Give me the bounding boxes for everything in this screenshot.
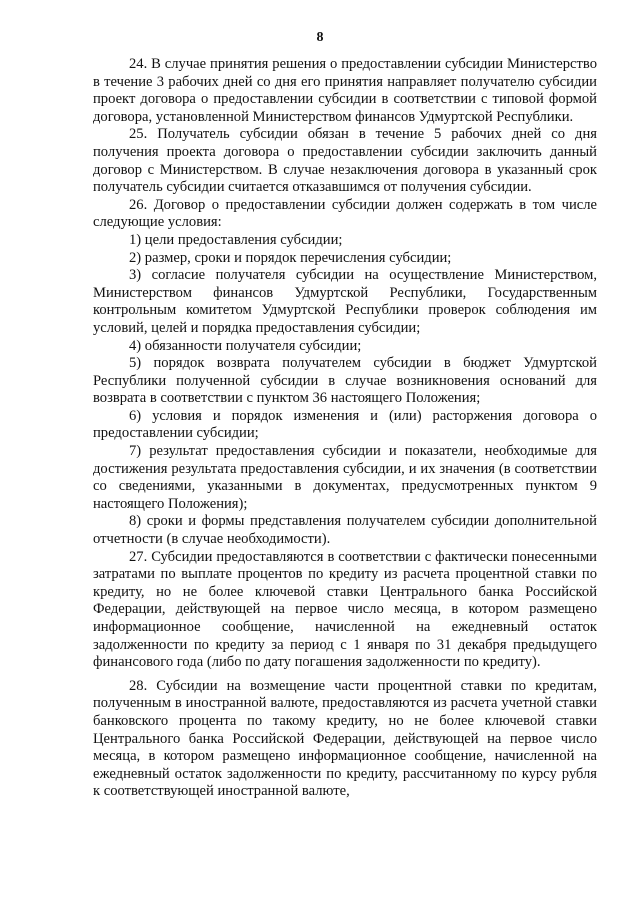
paragraph-25: 25. Получатель субсидии обязан в течение 5 рабочих дней со дня получения проекта договора о предоставлении субсидии заключить данный договор с Министерством. В случае незаключения договора в указанный срок получатель субсидии считается отказавшимся от получения субсидии. (93, 126, 597, 196)
list-item-1: 1) цели предоставления субсидии; (129, 231, 343, 248)
paragraph-27: 27. Субсидии предоставляются в соответствии с фактически понесенными затратами по выплате процентов по кредиту из расчета процентной ставки по кредиту, но не более ключевой ставки Центрального банка Российской Федерации, действующей на первое число месяца, в котором размещено информационное сообщение, начисленной на ежедневный остаток задолженности по кредиту за период с 1 января по 31 декабря предыдущего финансового года (либо по дату погашения задолженности по кредиту). (93, 548, 597, 671)
paragraph-26: 26. Договор о предоставлении субсидии должен содержать в том числе следующие условия: (93, 196, 597, 231)
list-item-8: 8) сроки и формы представления получателем субсидии дополнительной отчетности (в случае необходимости). (93, 513, 597, 548)
list-item-6: 6) условия и порядок изменения и (или) расторжения договора о предоставлении субсидии; (93, 407, 597, 442)
document-body (93, 56, 597, 801)
list-item-3: 3) согласие получателя субсидии на осуществление Министерством, Министерством финансов Удмуртской Республики, Государственным контрольным комитетом Удмуртской Республики проверок соблюдения им условий, целей и порядка предоставления субсидии; (93, 267, 597, 336)
paragraph-28: 28. Субсидии на возмещение части процентной ставки по кредитам, полученным в иностранной валюте, предоставляются из расчета учетной ставки банковского процента по такому кредиту, но не более ключевой ставки Центрального банка Российской Федерации, действующей на первое число месяца, в котором размещено информационное сообщение, начисленной на ежедневный остаток задолженности по кредиту, рассчитанному по курсу рубля к соответствующей иностранной валюте, (93, 677, 597, 800)
list-item-4: 4) обязанности получателя субсидии; (129, 337, 362, 354)
paragraph-24: 24. В случае принятия решения о предоставлении субсидии Министерство в течение 3 рабочих дней со дня его принятия направляет получателю субсидии проект договора о предоставлении субсидии в соответствии с типовой формой договора, установленной Министерством финансов Удмуртской Республики. (93, 56, 597, 125)
page-number: 8 (316, 30, 324, 45)
list-item-7: 7) результат предоставления субсидии и показатели, необходимые для достижения результата предоставления субсидии, и их значения (в соответствии со сведениями, указанными в документах, предусмотренных пунктом 9 настоящего Положения); (93, 443, 597, 512)
list-item-2: 2) размер, сроки и порядок перечисления субсидии; (129, 249, 452, 266)
list-item-5: 5) порядок возврата получателем субсидии в бюджет Удмуртской Республики полученной субсидии в случае возникновения оснований для возврата в соответствии с пунктом 36 настоящего Положения; (93, 355, 597, 407)
